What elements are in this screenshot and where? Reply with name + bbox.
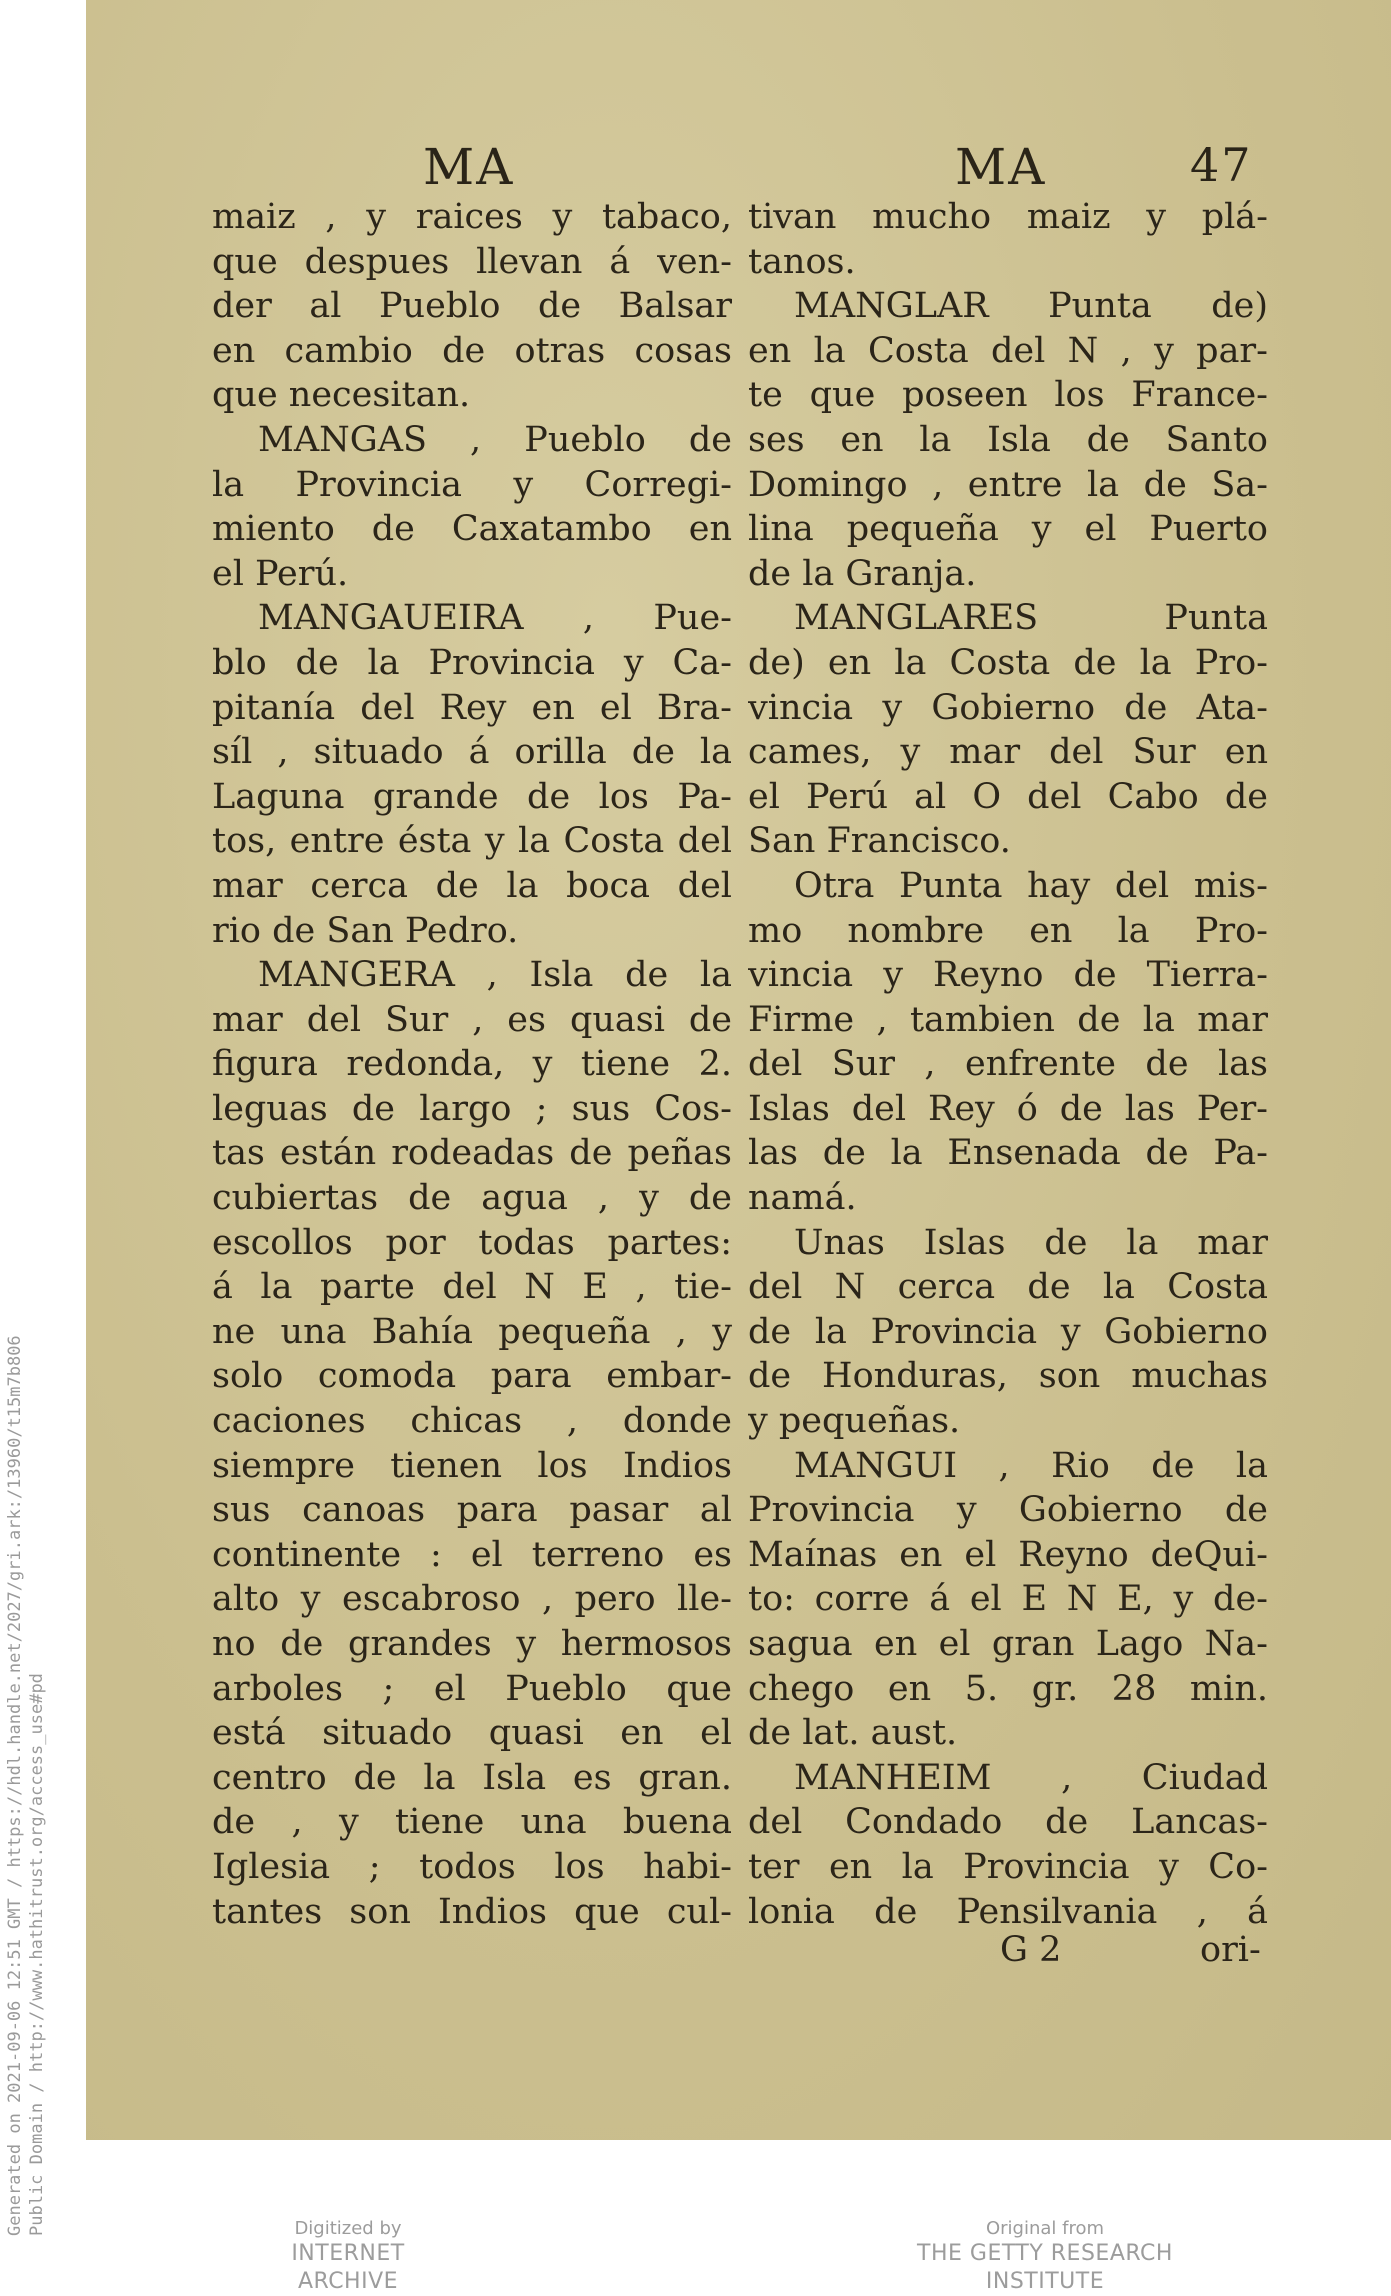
- text-line: chego en 5. gr. 28 min.: [748, 1668, 1268, 1709]
- text-line: Domingo , entre la de Sa-: [748, 464, 1268, 505]
- right-text-column: [748, 195, 1268, 1934]
- text-line: vincia y Gobierno de Ata-: [748, 687, 1268, 728]
- text-line: tivan mucho maiz y plá-: [748, 197, 1268, 237]
- text-line: de) en la Costa de la Pro-: [748, 642, 1268, 683]
- text-line: Islas del Rey ó de las Per-: [748, 1088, 1268, 1129]
- text-line: el Perú al O del Cabo de: [748, 776, 1268, 817]
- text-line: que despues llevan á ven-: [212, 241, 732, 282]
- text-line: sus canoas para pasar al: [212, 1490, 732, 1531]
- text-line: cubiertas de agua , y de: [212, 1178, 732, 1219]
- text-line: leguas de largo ; sus Cos-: [212, 1088, 732, 1129]
- text-line: síl , situado á orilla de la: [212, 732, 732, 773]
- text-line: las de la Ensenada de Pa-: [748, 1133, 1268, 1174]
- text-line: San Francisco.: [748, 821, 1011, 862]
- generation-stamp-line-1: Generated on 2021-09-06 12:51 GMT / https://hdl.handle.net/2027/gri.ark:/13960/t15m7b806: [5, 1335, 25, 2236]
- generation-stamp-line-2: Public Domain / http://www.hathitrust.org/access_use#pd: [27, 1673, 47, 2236]
- text-line: tas están rodeadas de peñas: [212, 1133, 732, 1174]
- text-line: á la parte del N E , tie-: [212, 1267, 732, 1308]
- text-line: Provincia y Gobierno de: [748, 1490, 1268, 1531]
- text-line: está situado quasi en el: [212, 1713, 732, 1754]
- text-line: Maínas en el Reyno deQui-: [748, 1534, 1268, 1575]
- text-line: de la Provincia y Gobierno: [748, 1311, 1268, 1352]
- text-line: el Perú.: [212, 553, 349, 594]
- text-line: MANGAUEIRA , Pue-: [258, 598, 732, 639]
- text-line: arboles ; el Pueblo que: [212, 1668, 732, 1709]
- text-line: Otra Punta hay del mis-: [794, 865, 1268, 906]
- text-line: MANGERA , Isla de la: [258, 955, 732, 996]
- text-line: del N cerca de la Costa: [748, 1267, 1268, 1308]
- digitized-by-label: Digitized by: [294, 2218, 402, 2239]
- left-text-column: [212, 195, 732, 1934]
- text-line: Laguna grande de los Pa-: [212, 776, 732, 817]
- text-line: de , y tiene una buena: [212, 1802, 732, 1843]
- text-line: centro de la Isla es gran.: [212, 1757, 732, 1798]
- text-line: mar del Sur , es quasi de: [212, 999, 732, 1040]
- text-line: siempre tienen los Indios: [212, 1445, 732, 1486]
- text-line: en la Costa del N , y par-: [748, 330, 1268, 371]
- text-line: figura redonda, y tiene 2.: [212, 1044, 732, 1085]
- text-line: to: corre á el E N E, y de-: [748, 1579, 1268, 1620]
- text-line: MANGLAR Punta de): [794, 286, 1268, 327]
- generation-stamp: [4, 1136, 48, 2236]
- text-line: ter en la Provincia y Co-: [748, 1846, 1268, 1887]
- text-line: continente : el terreno es: [212, 1534, 732, 1575]
- text-line: tos, entre ésta y la Costa del: [212, 821, 732, 862]
- text-line: maiz , y raices y tabaco,: [212, 197, 732, 237]
- text-line: Unas Islas de la mar: [794, 1222, 1268, 1263]
- text-line: tanos.: [748, 241, 856, 282]
- text-line: lonia de Pensilvania , á: [748, 1891, 1268, 1932]
- text-line: blo de la Provincia y Ca-: [212, 642, 732, 683]
- text-line: de lat. aust.: [748, 1713, 958, 1754]
- text-line: sagua en el gran Lago Na-: [748, 1624, 1268, 1664]
- text-line: ses en la Isla de Santo: [748, 419, 1268, 460]
- text-line: te que poseen los France-: [748, 375, 1268, 416]
- text-line: MANGLARES Punta: [794, 598, 1268, 639]
- text-line: namá.: [748, 1178, 857, 1219]
- text-line: solo comoda para embar-: [212, 1356, 732, 1397]
- text-line: y pequeñas.: [748, 1401, 961, 1442]
- text-line: mo nombre en la Pro-: [748, 910, 1268, 951]
- text-line: alto y escabroso , pero lle-: [212, 1579, 732, 1620]
- text-line: de la Granja.: [748, 553, 977, 594]
- text-line: ne una Bahía pequeña , y: [212, 1311, 732, 1352]
- text-line: mar cerca de la boca del: [212, 865, 732, 906]
- text-line: tantes son Indios que cul-: [212, 1891, 732, 1932]
- text-line: MANGUI , Rio de la: [794, 1445, 1268, 1486]
- text-line: cames, y mar del Sur en: [748, 732, 1268, 773]
- text-line: que necesitan.: [212, 375, 471, 416]
- text-line: de Honduras, son muchas: [748, 1356, 1268, 1397]
- running-head-right: MA: [955, 138, 1047, 196]
- internet-archive-label: INTERNET ARCHIVE: [291, 2241, 405, 2294]
- text-line: rio de San Pedro.: [212, 910, 519, 951]
- page-number: 47: [1190, 138, 1253, 192]
- getty-label: THE GETTY RESEARCH INSTITUTE: [917, 2241, 1173, 2294]
- digitized-by-credit: [238, 2218, 458, 2296]
- text-line: MANGAS , Pueblo de: [258, 419, 732, 460]
- text-line: la Provincia y Corregi-: [212, 464, 732, 505]
- text-line: del Sur , enfrente de las: [748, 1044, 1268, 1085]
- running-head-left: MA: [423, 138, 515, 196]
- original-from-credit: [855, 2218, 1235, 2296]
- text-line: Iglesia ; todos los habi-: [212, 1846, 732, 1887]
- catchword: ori-: [1200, 1930, 1261, 1970]
- text-line: caciones chicas , donde: [212, 1401, 732, 1442]
- text-line: miento de Caxatambo en: [212, 509, 732, 550]
- original-from-label: Original from: [985, 2218, 1105, 2239]
- text-line: en cambio de otras cosas: [212, 330, 732, 371]
- text-line: escollos por todas partes:: [212, 1222, 732, 1263]
- text-line: no de grandes y hermosos: [212, 1624, 732, 1664]
- text-line: MANHEIM , Ciudad: [794, 1757, 1268, 1798]
- text-line: del Condado de Lancas-: [748, 1802, 1268, 1843]
- text-line: vincia y Reyno de Tierra-: [748, 955, 1268, 996]
- text-line: der al Pueblo de Balsar: [212, 286, 732, 327]
- text-line: Firme , tambien de la mar: [748, 999, 1268, 1040]
- signature-mark: G 2: [1000, 1930, 1062, 1970]
- text-line: pitanía del Rey en el Bra-: [212, 687, 732, 728]
- text-line: lina pequeña y el Puerto: [748, 509, 1268, 550]
